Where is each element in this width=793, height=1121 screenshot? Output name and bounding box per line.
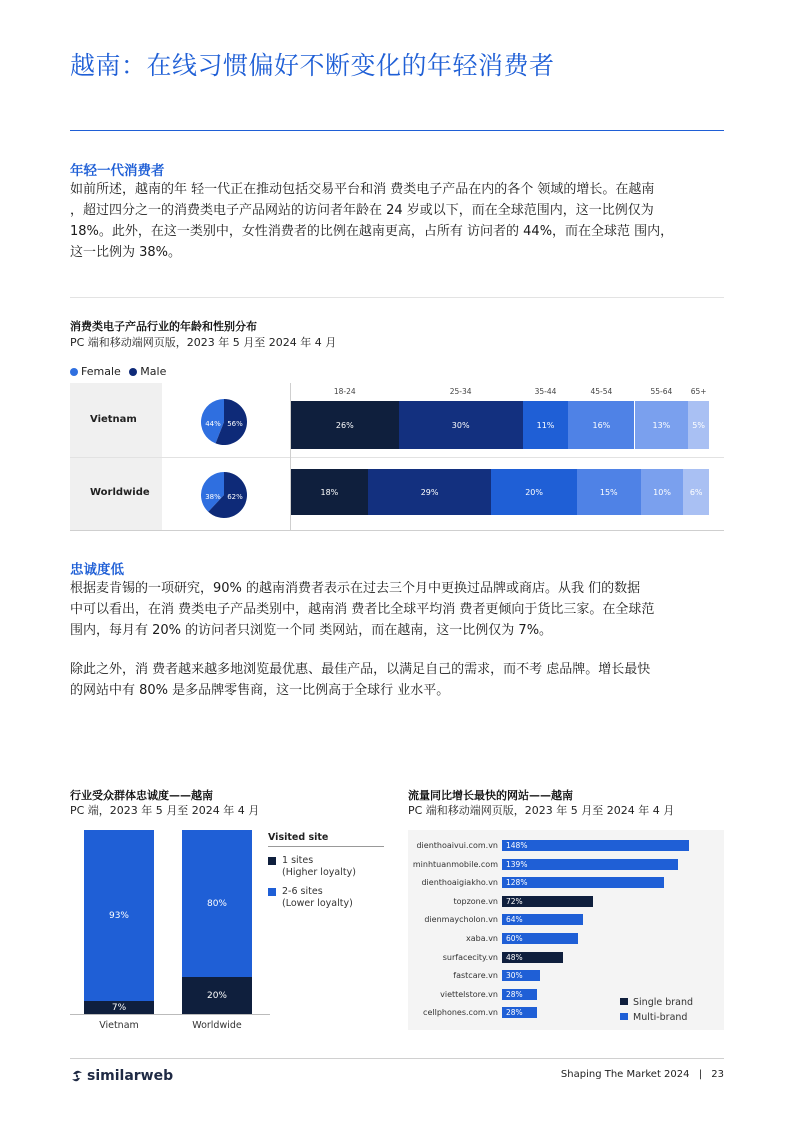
age-segment: 10% (641, 469, 684, 515)
chart3-title: 流量同比增长最快的网站——越南 (408, 789, 573, 802)
text-line: 中可以看出，在消 费类电子产品类别中，越南消 费者比全球平均消 费者更倾向于货比三家。在全球范 (70, 602, 655, 617)
site-bar: 30% (502, 970, 540, 981)
legend-item-single-site (268, 855, 384, 879)
age-bar-vietnam (291, 401, 709, 449)
site-bar: 128% (502, 877, 664, 888)
section-heading-loyalty: 忠诚度低 (70, 562, 124, 578)
text-line: 的网站中有 80% 是多品牌零售商，这一比例高于全球行 业水平。 (70, 683, 450, 698)
loyalty-segment-higher: 20% (182, 977, 252, 1014)
chart3-subtitle: PC 端和移动端网页版，2023 年 5 月至 2024 年 4 月 (408, 804, 675, 817)
legend-title: Visited site (268, 832, 384, 847)
female-swatch (70, 368, 78, 376)
age-segment: 15% (577, 469, 641, 515)
legend-item-multi-brand (620, 1010, 720, 1025)
legend-label: 2-6 sites (282, 886, 323, 897)
age-segment: 26% (291, 401, 399, 449)
age-segment: 13% (635, 401, 689, 449)
site-label: dienmaycholon.vn (424, 915, 498, 925)
pie-label-female: 38% (205, 493, 221, 501)
legend-swatch (268, 888, 276, 896)
male-swatch (129, 368, 137, 376)
age-group-header: 18-24 (333, 387, 356, 396)
loyalty-segment-lower: 93% (84, 830, 154, 1001)
legend-male: Male (140, 365, 167, 378)
site-label: fastcare.vn (453, 971, 498, 981)
age-segment: 20% (491, 469, 576, 515)
age-segment: 11% (523, 401, 569, 449)
age-group-header: 45-54 (590, 387, 613, 396)
legend-label: Single brand (633, 997, 694, 1008)
text-line: 18%。此外，在这一类别中，女性消费者的比例在越南更高，占所有 访问者的 44%，而在全球范 围内， (70, 224, 674, 239)
row-label-vietnam: Vietnam (90, 414, 137, 425)
text-line: 如前所述，越南的年 轻一代正在推动包括交易平台和消 费类电子产品在内的各个 领域的增长。在越南 (70, 182, 655, 197)
site-label: minhtuanmobile.com (412, 859, 498, 869)
title-divider (70, 130, 724, 131)
loyalty-column-worldwide (182, 830, 252, 1014)
age-group-header: 35-44 (534, 387, 557, 396)
chart2-title: 行业受众群体忠诚度——越南 (70, 789, 213, 802)
similarweb-logo-icon (70, 1069, 84, 1083)
age-segment: 5% (688, 401, 709, 449)
site-label: dienthoaigiakho.vn (421, 878, 498, 888)
chart1-subtitle: PC 端和移动端网页版，2023 年 5 月至 2024 年 4 月 (70, 336, 337, 349)
loyalty-legend (268, 832, 384, 910)
text-line: 除此之外，消 费者越来越多地浏览最优惠、最佳产品，以满足自己的需求，而不考 虑品牌。增长最快 (70, 662, 651, 677)
section-divider (70, 297, 724, 298)
legend-swatch (620, 998, 628, 1005)
age-segment: 30% (399, 401, 523, 449)
growth-chart (408, 830, 724, 1030)
growth-legend (620, 995, 720, 1025)
legend-female: Female (81, 365, 121, 378)
site-bar: 48% (502, 952, 563, 963)
site-bar: 28% (502, 989, 537, 1000)
age-segment: 6% (683, 469, 709, 515)
report-title: Shaping The Market 2024 (560, 1069, 690, 1080)
legend-swatch (620, 1013, 628, 1020)
age-group-header: 65+ (690, 387, 707, 396)
section-body-young (70, 179, 730, 263)
age-group-header: 55-64 (650, 387, 673, 396)
brand-name: similarweb (87, 1068, 174, 1084)
pie-worldwide (200, 471, 248, 519)
legend-sublabel: (Higher loyalty) (282, 867, 356, 878)
page-number: 23 (711, 1069, 724, 1080)
site-label: surfacecity.vn (442, 952, 498, 962)
site-bar: 148% (502, 840, 689, 851)
chart1-title: 消费类电子产品行业的年龄和性别分布 (70, 320, 257, 333)
pie-label-male: 56% (227, 420, 243, 428)
legend-item-multi-site (268, 886, 384, 910)
age-group-header: 25-34 (449, 387, 472, 396)
section-body-loyalty-1 (70, 578, 730, 641)
x-axis-line (70, 1014, 270, 1015)
row-label-worldwide: Worldwide (90, 487, 150, 498)
text-line: 围内，每月有 20% 的访问者只浏览一个同 类网站，而在越南，这一比例仅为 7%。 (70, 623, 553, 638)
age-segment: 18% (291, 469, 368, 515)
text-line: 这一比例为 38%。 (70, 245, 182, 260)
pie-vietnam (200, 398, 248, 446)
age-segment: 16% (568, 401, 634, 449)
site-label: topzone.vn (453, 896, 498, 906)
x-label-vietnam: Vietnam (99, 1020, 139, 1031)
chart-bottom-line (70, 530, 724, 531)
site-bar: 60% (502, 933, 578, 944)
loyalty-chart (70, 830, 390, 1035)
text-line: 根据麦肯锡的一项研究，90% 的越南消费者表示在过去三个月中更换过品牌或商店。从我 们的数据 (70, 581, 641, 596)
legend-sublabel: (Lower loyalty) (282, 898, 353, 909)
site-bar: 28% (502, 1007, 537, 1018)
footer-text (520, 1069, 724, 1080)
site-bar: 139% (502, 859, 678, 870)
pie-label-female: 44% (205, 420, 221, 428)
row-divider (70, 457, 724, 458)
section-heading-young: 年轻一代消费者 (70, 163, 165, 179)
footer-separator: | (698, 1069, 703, 1080)
age-segment: 29% (368, 469, 492, 515)
pie-label-male: 62% (227, 493, 243, 501)
site-label: viettelstore.vn (440, 989, 498, 999)
loyalty-column-vietnam (84, 830, 154, 1014)
site-label: dienthoaivui.com.vn (416, 841, 498, 850)
x-label-worldwide: Worldwide (192, 1020, 242, 1031)
site-bar: 72% (502, 896, 593, 907)
footer-logo (70, 1068, 173, 1084)
site-label: cellphones.com.vn (423, 1008, 498, 1018)
age-gender-chart (70, 383, 724, 531)
legend-item-single-brand (620, 995, 720, 1010)
age-group-headers (291, 387, 709, 399)
chart1-legend (70, 365, 166, 378)
age-bar-worldwide (291, 469, 709, 515)
footer-divider (70, 1058, 724, 1059)
loyalty-segment-higher: 7% (84, 1001, 154, 1014)
chart2-subtitle: PC 端，2023 年 5 月至 2024 年 4 月 (70, 804, 260, 817)
section-body-loyalty-2 (70, 659, 730, 701)
site-bar: 64% (502, 914, 583, 925)
legend-label: 1 sites (282, 855, 314, 866)
loyalty-segment-lower: 80% (182, 830, 252, 977)
page-title: 越南：在线习惯偏好不断变化的年轻消费者 (70, 51, 555, 80)
legend-label: Multi-brand (633, 1012, 688, 1023)
site-label: xaba.vn (466, 934, 498, 943)
legend-swatch (268, 857, 276, 865)
text-line: ，超过四分之一的消费类电子产品网站的访问者年龄在 24 岁或以下，而在全球范围内，这一比例仅为 (70, 203, 654, 218)
